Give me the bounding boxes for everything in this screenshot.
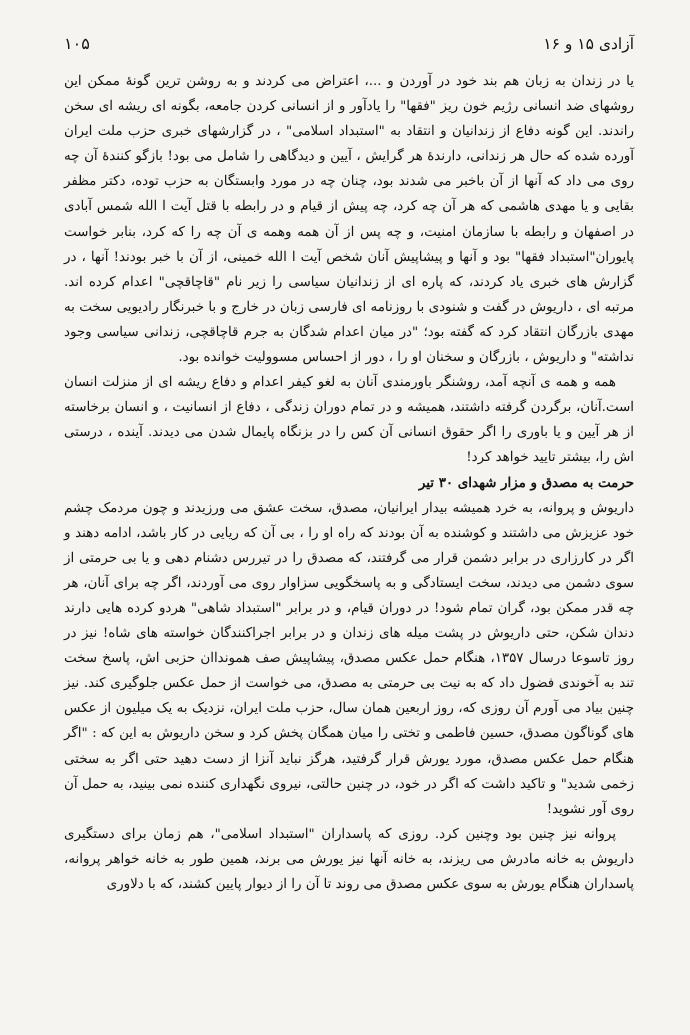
- paragraph-2: همه و همه ی آنچه آمد، روشنگر باورمندی آنان به لغو کیفر اعدام و دفاع ریشه ای از منزلت انسان است.آنان، برگردن گرفته داشتند، همیشه و در تمام دوران زندگی ، دفاع از انسانیت ، و انسان برخاسته از هر آیین و یا باوری را اگر حقوق انسانی آن کس را در بزنگاه پایمال شدن می دیدند. آینده ، درستی اش را، بیشتر تایید خواهد کرد!: [64, 375, 634, 466]
- paragraph-1: یا در زندان به زبان هم بند خود در آوردن و ...، اعتراض می کردند و به روشن ترین گونهٔ ممکن این روشهای ضد انسانی رژیم خون ریز "فقها" را یادآور و از انسانی کردن جامعه، بگونه ای ریشه ای سخن راندند. این گونه دفاع از زندانیان و انتقاد به "استبداد اسلامی" ، در گزارشهای خبری حزب ملت ایران آورده شده که حال هر زندانی، دارندهٔ هر گرایش ، آیین و دیدگاهی را شامل می بود! بازگو کنندهٔ آن چه روی می داد که آنها از آن باخبر می شدند بود، چنان چه در مورد وابستگان به حزب توده، دکتر مظفر بقایی و یا مهدی هاشمی که هر آن چه کرد، چه پیش از قیام و در رابطه با قتل آیت ا الله شمس آبادی در اصفهان و رابطه با سازمان امنیت، و چه پس از آن همه وهمه ی آن چه را که کرد، بنابر خواست پایوران"استبداد فقها" بود و آنها و پیشاپیش آنان شخص آیت ا الله خمینی، از آن با خبر بودند! آنها ، در گزارش های خبری یاد کردند، که پاره ای از زندانیان سیاسی را زیر نام "قاچاقچی" اعدام کرده اند. مرتبه ای ، داریوش در گفت و شنودی با روزنامه ای فارسی زبان در خارج و با خبرنگار رادیویی سخت به مهدی بازرگان انتقاد کرد که گفته بود؛ "در میان اعدام شدگان به جرم قاچاقچی، زندانی سیاسی وجود نداشته" و داریوش ، بازرگان و سخنان او را ، دور از احساس مسوولیت خوانده بود.: [64, 74, 634, 366]
- document-body: [64, 69, 634, 897]
- paragraph-4: پروانه نیز چنین بود وچنین کرد. روزی که پاسداران "استبداد اسلامی"، هم زمان برای دستگیری داریوش به خانه مادرش می ریزند، به خانه آنها نیز یورش می برند، همین طور به خانه خواهر پروانه، پاسداران هنگام یورش به سوی عکس مصدق می روند تا آن را از دیوار پایین کشند، که با دلاوری: [64, 826, 634, 892]
- page-header: [64, 34, 634, 53]
- section-heading: حرمت به مصدق و مزار شهدای ۳۰ تیر: [418, 474, 634, 491]
- paragraph-3: داریوش و پروانه، به خرد همیشه بیدار ایرانیان، مصدق، سخت عشق می ورزیدند و چون مردمک چشم خود عزیزش می داشتند و کوشنده به آن بودند که راه او را ، بی آن که ریایی در کار باشد، ادامه دهند و اگر در کارزاری در برابر دشمن قرار می گرفتند، که مصدق را در تیررس دشنام دهی و یا بی حرمتی از سوی دشمن می دیدند، سخت ایستادگی و به پاسخگویی سزاوار روی می آوردند، اگر چه برای آنان، هر چه قدر ممکن بود، گران تمام شود! در دوران قیام، و در برابر "استبداد شاهی" هردو کرده هایی دارند دندان شکن، حتی داریوش در پشت میله های زندان و در برابر اجراکنندگان خواسته های شاه! نیز در روز تاسوعا درسال ۱۳۵۷، هنگام حمل عکس مصدق، پیشاپیش صف همونداان حزبی اش، پاسخ سخت تند به آخوندی فضول داد که به نیت بی حرمتی به مصدق، می خواست از حمل عکس جلوگیری کند. نیز چنین بیاد می آورم آن روزی که، روز اربعین همان سال، حزب ملت ایران، نزدیک به یک میلیون از عکس های گوناگون مصدق، حسین فاطمی و تختی را میان همگان پخش کرد و سخن داریوش به این که : "اگر هنگام حمل عکس مصدق، مورد یورش قرار گرفتید، هرگز نباید آنزا از دست دهید حتی اگر به سختی زخمی شدید" و تاکید داشت که اگر در خود، در چنین حالتی، نیروی نگهداری کننده نمی بینید، به حمل آن روی آور نشوید!: [64, 500, 635, 817]
- running-title: آزادی ۱۵ و ۱۶: [543, 35, 634, 53]
- page-number: ۱۰۵: [64, 34, 90, 53]
